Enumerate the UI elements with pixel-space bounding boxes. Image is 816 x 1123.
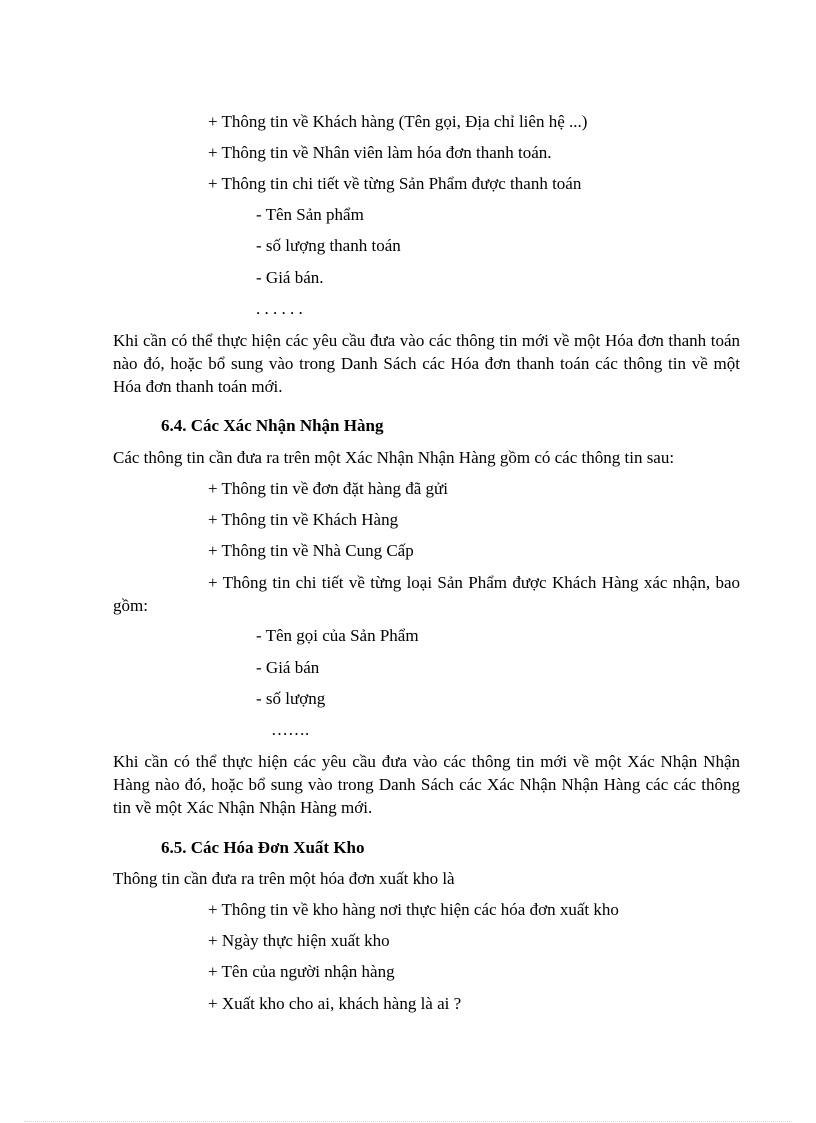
list-item: + Thông tin về Khách Hàng bbox=[208, 510, 399, 529]
sub-list-item: - Giá bán bbox=[256, 658, 320, 677]
sub-list-ellipsis: ……. bbox=[271, 720, 310, 739]
section-intro: Các thông tin cần đưa ra trên một Xác Nhận Nhận Hàng gồm có các thông tin sau: bbox=[113, 448, 675, 467]
list-item: + Xuất kho cho ai, khách hàng là ai ? bbox=[208, 994, 462, 1013]
list-item: + Tên của người nhận hàng bbox=[208, 962, 395, 981]
section-intro: Thông tin cần đưa ra trên một hóa đơn xuất kho là bbox=[113, 869, 455, 888]
sub-list-item: - số lượng thanh toán bbox=[256, 236, 401, 255]
list-item: + Thông tin về kho hàng nơi thực hiện các hóa đơn xuất kho bbox=[208, 900, 619, 919]
list-item: + Thông tin chi tiết về từng Sản Phẩm được thanh toán bbox=[208, 174, 582, 193]
paragraph: Khi cần có thể thực hiện các yêu cầu đưa vào các thông tin mới về một Xác Nhận Nhận Hàng nào đó, hoặc bổ sung vào trong Danh Sách các Xác Nhận Nhận Hàng các các thông tin về một Xác Nhận Nhận Hàng mới. bbox=[113, 752, 740, 817]
section-heading: 6.5. Các Hóa Đơn Xuất Kho bbox=[161, 838, 365, 857]
sub-list-item: - số lượng bbox=[256, 689, 326, 708]
sub-list-item: - Tên Sản phẩm bbox=[256, 205, 364, 224]
page-bottom-divider bbox=[24, 1121, 792, 1122]
section-heading: 6.4. Các Xác Nhận Nhận Hàng bbox=[161, 416, 384, 435]
sub-list-item: - Tên gọi của Sản Phẩm bbox=[256, 626, 419, 645]
sub-list-ellipsis: . . . . . . bbox=[256, 299, 303, 318]
sub-list-item: - Giá bán. bbox=[256, 268, 324, 287]
list-item-detail: + Thông tin chi tiết về từng loại Sản Phẩm được Khách Hàng xác nhận, bao gồm: bbox=[113, 573, 740, 615]
list-item: + Thông tin về Khách hàng (Tên gọi, Địa chỉ liên hệ ...) bbox=[208, 112, 588, 131]
paragraph: Khi cần có thể thực hiện các yêu cầu đưa vào các thông tin mới về một Hóa đơn thanh toán nào đó, hoặc bổ sung vào trong Danh Sách các Hóa đơn thanh toán các thông tin về một Hóa đơn thanh toán mới. bbox=[113, 331, 740, 396]
list-item: + Thông tin về đơn đặt hàng đã gửi bbox=[208, 479, 448, 498]
list-item: + Thông tin về Nhà Cung Cấp bbox=[208, 541, 414, 560]
list-item: + Ngày thực hiện xuất kho bbox=[208, 931, 390, 950]
list-item: + Thông tin về Nhân viên làm hóa đơn thanh toán. bbox=[208, 143, 552, 162]
